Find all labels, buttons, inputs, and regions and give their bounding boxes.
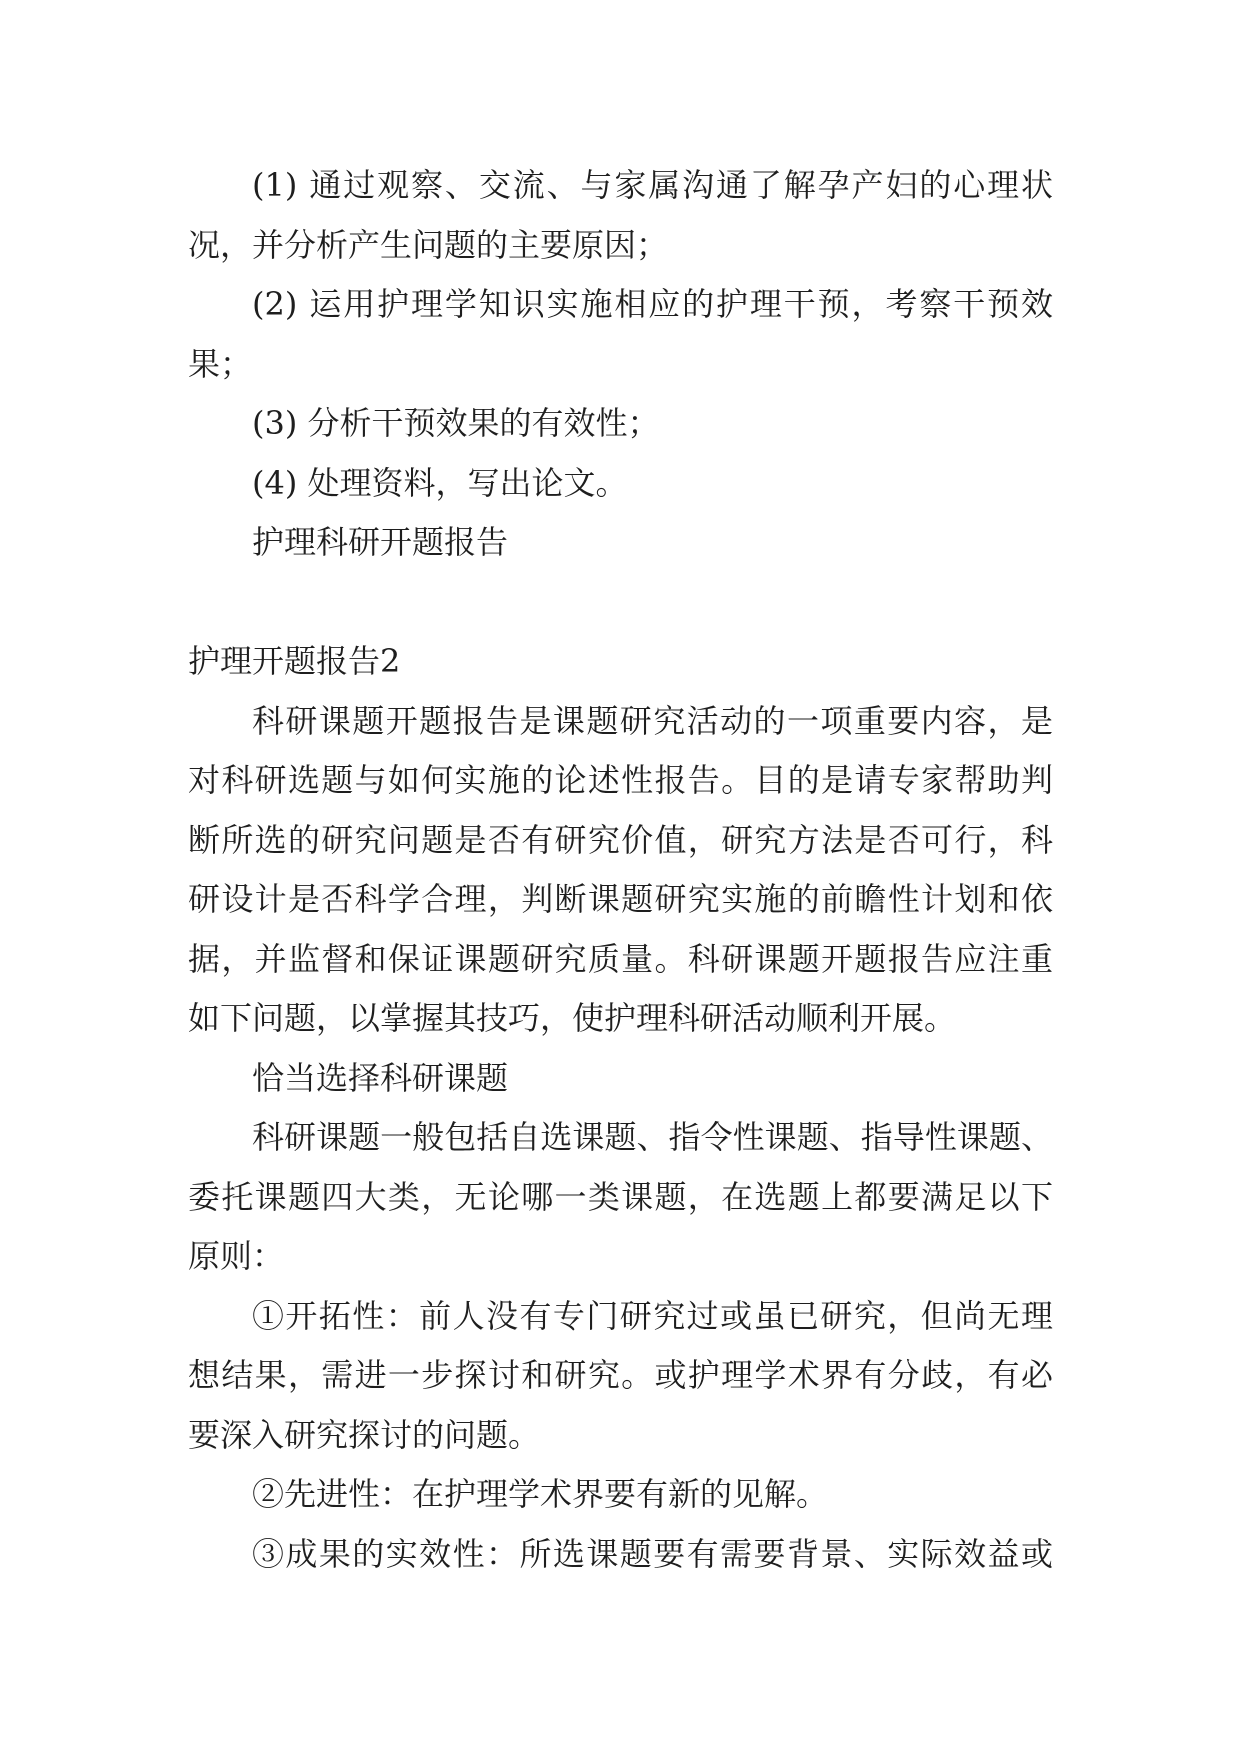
text-line: 研设计是否科学合理，判断课题研究实施的前瞻性计划和依 bbox=[188, 880, 1053, 918]
text-line: 果； bbox=[188, 344, 253, 383]
text-line: (2) 运用护理学知识实施相应的护理干预，考察干预效 bbox=[252, 285, 1053, 323]
text-line: 委托课题四大类，无论哪一类课题，在选题上都要满足以下 bbox=[188, 1177, 1053, 1216]
section-title bbox=[188, 513, 1053, 573]
text-line: 科研课题一般包括自选课题、指令性课题、指导性课题、 bbox=[252, 1118, 1053, 1156]
blank-line bbox=[188, 573, 1053, 633]
body-paragraph bbox=[188, 692, 1053, 1049]
list-item-3 bbox=[188, 394, 1053, 454]
document-body bbox=[188, 156, 1053, 1584]
text-line: ②先进性：在护理学术界要有新的见解。 bbox=[252, 1475, 829, 1513]
text-line: (3) 分析干预效果的有效性； bbox=[252, 404, 660, 442]
list-item-2 bbox=[188, 275, 1053, 394]
text-line: 对科研选题与如何实施的论述性报告。目的是请专家帮助判 bbox=[188, 761, 1053, 799]
list-item-4 bbox=[188, 454, 1053, 514]
text-line: 断所选的研究问题是否有研究价值，研究方法是否可行，科 bbox=[188, 820, 1053, 859]
text-line: 护理科研开题报告 bbox=[252, 523, 509, 561]
text-line: ③成果的实效性：所选课题要有需要背景、实际效益或 bbox=[252, 1534, 1053, 1573]
principle-item-3 bbox=[188, 1525, 1053, 1585]
text-line: 要深入研究探讨的问题。 bbox=[188, 1415, 541, 1454]
subsection-heading bbox=[188, 1049, 1053, 1109]
principle-item-2 bbox=[188, 1465, 1053, 1525]
principle-item-1 bbox=[188, 1287, 1053, 1466]
text-line: 想结果，需进一步探讨和研究。或护理学术界有分歧，有必 bbox=[188, 1356, 1053, 1394]
list-item-1 bbox=[188, 156, 1053, 275]
text-line: (1) 通过观察、交流、与家属沟通了解孕产妇的心理状 bbox=[252, 166, 1053, 204]
text-line: 护理开题报告2 bbox=[188, 642, 401, 680]
text-line: ①开拓性：前人没有专门研究过或虽已研究，但尚无理 bbox=[252, 1296, 1053, 1335]
text-line: 况，并分析产生问题的主要原因； bbox=[188, 225, 669, 264]
text-line: 如下问题，以掌握其技巧，使护理科研活动顺利开展。 bbox=[188, 999, 957, 1037]
text-line: 科研课题开题报告是课题研究活动的一项重要内容，是 bbox=[252, 701, 1053, 740]
text-line: 据，并监督和保证课题研究质量。科研课题开题报告应注重 bbox=[188, 939, 1053, 978]
body-paragraph bbox=[188, 1108, 1053, 1287]
document-heading bbox=[188, 632, 1053, 692]
text-line: (4) 处理资料，写出论文。 bbox=[252, 463, 628, 502]
text-line: 恰当选择科研课题 bbox=[252, 1058, 509, 1097]
text-line: 原则： bbox=[188, 1237, 285, 1275]
